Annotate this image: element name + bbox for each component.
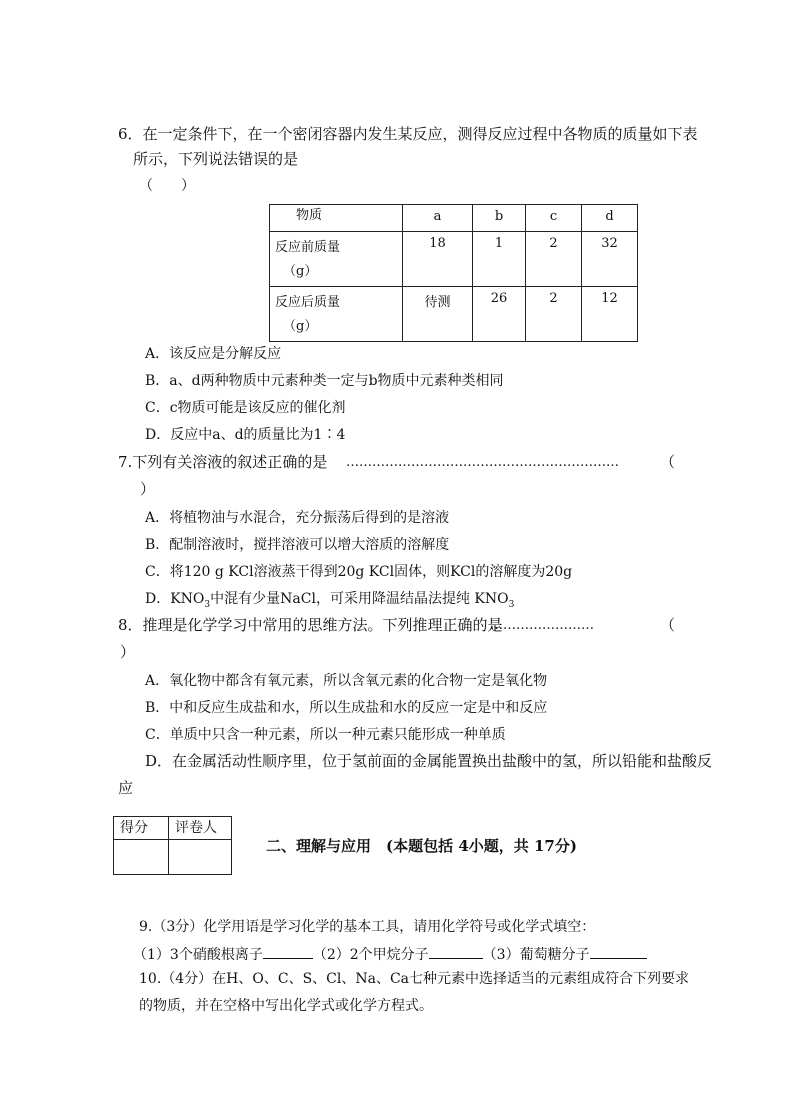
table-header-row: [270, 205, 638, 232]
table-header-cell: c: [526, 205, 582, 232]
grader-field[interactable]: [169, 840, 232, 875]
table-cell: 2: [526, 232, 582, 287]
q9-stem: 9.（3分）化学用语是学习化学的基本工具，请用化学符号或化学式填空：: [139, 919, 596, 935]
q9-part3-blank[interactable]: [590, 944, 647, 959]
q7-option-c: C．将120 g KCl溶液蒸干得到20g KCl固体，则KCl的溶解度为20g: [145, 564, 573, 580]
q8-option-b: B．中和反应生成盐和水，所以生成盐和水的反应一定是中和反应: [145, 700, 548, 716]
row-label-line1: 反应前质量: [275, 240, 341, 255]
q7-option-d-part1: D．KNO: [145, 591, 205, 607]
q8-option-a: A．氧化物中都含有氧元素，所以含氧元素的化合物一定是氧化物: [145, 673, 548, 689]
table-row-label: [270, 232, 403, 287]
table-cell: 18: [403, 232, 473, 287]
q7-paren-close: ）: [140, 480, 156, 498]
q8-option-c: C．单质中只含一种元素，所以一种元素只能形成一种单质: [145, 727, 506, 743]
q7-option-d: [145, 590, 514, 614]
q7-option-d-part2: 中混有少量NaCl，可采用降温结晶法提纯 KNO: [210, 591, 509, 607]
q6-stem-line2: 所示，下列说法错误的是: [133, 150, 299, 168]
score-label: 得分: [114, 817, 169, 840]
q8-leader-dots: ……………………: [490, 618, 594, 633]
row-label-line2: （g）: [283, 319, 318, 334]
q7-stem: 7.下列有关溶液的叙述正确的是: [118, 453, 328, 471]
q7-option-a: A．将植物油与水混合，充分振荡后得到的是溶液: [145, 510, 450, 526]
table-cell: 1: [473, 232, 526, 287]
q9-parts: [133, 944, 647, 964]
q7-leader-dots: ………………………………………………………: [346, 455, 619, 470]
q7-option-b: B．配制溶液时，搅拌溶液可以增大溶质的溶解度: [145, 537, 450, 553]
q7-paren-open: （: [660, 453, 676, 471]
q6-option-d: D．反应中a、d的质量比为1∶4: [145, 427, 346, 443]
table-header-cell: a: [403, 205, 473, 232]
q6-option-c: C．c物质可能是该反应的催化剂: [145, 400, 346, 416]
q6-mass-table: [269, 204, 638, 342]
q9-part2-blank[interactable]: [429, 944, 483, 959]
section-2-title: 二、理解与应用 (本题包括 4小题，共 17分): [266, 837, 577, 855]
q8-paren-close: ）: [120, 643, 136, 661]
score-field[interactable]: [114, 840, 169, 875]
q7-option-d-sub1: 3: [204, 599, 211, 610]
table-cell: 待测: [403, 287, 473, 342]
q10-line2: 的物质，并在空格中写出化学式或化学方程式。: [139, 998, 433, 1014]
q6-option-b: B．a、d两种物质中元素种类一定与b物质中元素种类相同: [145, 373, 504, 389]
row-label-line2: （g）: [283, 264, 318, 279]
q6-stem-line1: 6．在一定条件下，在一个密闭容器内发生某反应，测得反应过程中各物质的质量如下表: [118, 125, 698, 143]
q8-stem: 8．推理是化学学习中常用的思维方法。下列推理正确的是: [118, 616, 503, 634]
table-row: [270, 287, 638, 342]
table-cell: 26: [473, 287, 526, 342]
table-header-cell: b: [473, 205, 526, 232]
q7-option-d-sub2: 3: [508, 599, 515, 610]
table-cell: 32: [582, 232, 638, 287]
table-row-label: [270, 287, 403, 342]
q10-line1: 10.（4分）在H、O、C、S、Cl、Na、Ca七种元素中选择适当的元素组成符合下列要求: [139, 971, 690, 987]
row-label-line1: 反应后质量: [275, 295, 341, 310]
q8-paren-open: （: [660, 616, 676, 634]
q6-answer-paren: （ ）: [139, 178, 195, 194]
q9-part3-label: （3）葡萄糖分子: [482, 947, 590, 963]
table-cell: 2: [526, 287, 582, 342]
score-table: [113, 816, 232, 875]
q6-option-a: A．该反应是分解反应: [145, 346, 282, 362]
table-cell: 12: [582, 287, 638, 342]
table-header-cell: d: [582, 205, 638, 232]
q9-part2-label: （2）2个甲烷分子: [312, 947, 429, 963]
table-row: [270, 232, 638, 287]
grader-label: 评卷人: [169, 817, 232, 840]
q8-option-d: D．在金属活动性顺序里，位于氢前面的金属能置换出盐酸中的氢，所以铅能和盐酸反: [145, 752, 713, 770]
q9-part1-label: （1）3个硝酸根离子: [133, 947, 263, 963]
table-header-cell: 物质: [270, 205, 403, 232]
q8-option-d-continued: 应: [118, 779, 134, 797]
q9-part1-blank[interactable]: [263, 944, 313, 959]
